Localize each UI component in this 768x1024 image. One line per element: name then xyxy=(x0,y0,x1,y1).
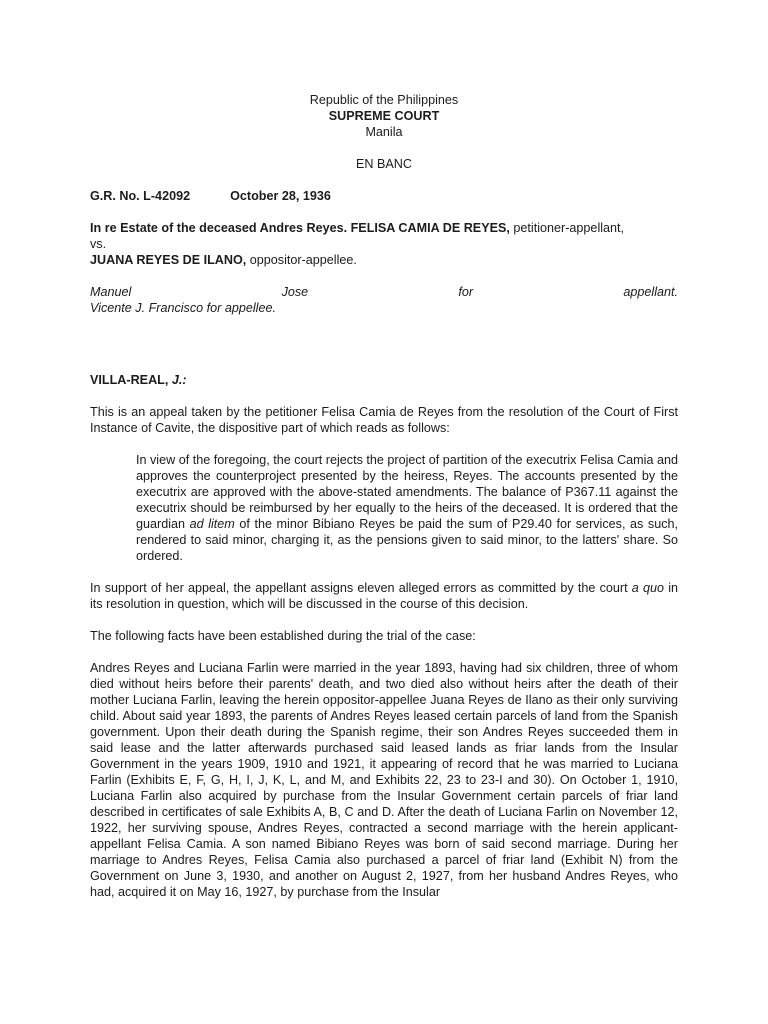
court-header xyxy=(90,92,678,172)
counsel-block xyxy=(90,284,678,316)
ponente-line xyxy=(90,372,678,388)
appellee-counsel: Vicente J. Francisco for appellee. xyxy=(90,301,276,315)
paragraph-3: The following facts have been established during the trial of the case: xyxy=(90,629,476,643)
quote-text-2: of the minor Bibiano Reyes be paid the sum of P29.40 for services, as such, rendered to said minor, charging it, as the pensions given to said minor, to the latters' share. So ordered. xyxy=(136,517,679,563)
quote-italic: ad litem xyxy=(189,517,235,531)
oppositor-name: JUANA REYES DE ILANO, xyxy=(90,253,247,267)
quoted-resolution xyxy=(136,452,678,564)
court-city: Manila xyxy=(365,125,403,139)
quote-text-1: In view of the foregoing, the court rejects the project of partition of the executrix Felisa Camia and approves the counterproject presented by the heiress, Reyes. The accounts presented by the executrix are approved with the above-stated amendments. The balance of P367.11 against the executrix should be reimbursed by her equally to the heirs of the deceased. It is ordered that the guardian xyxy=(136,453,678,531)
paragraph-1: This is an appeal taken by the petitioner Felisa Camia de Reyes from the resolution of the Court of First Instance of Cavite, the dispositive part of which reads as follows: xyxy=(90,405,678,435)
decision-date: October 28, 1936 xyxy=(230,189,331,203)
ponente-name: VILLA-REAL, xyxy=(90,373,169,387)
division-label: EN BANC xyxy=(356,157,412,171)
appellant-counsel: Manuel Jose for appellant. xyxy=(90,285,678,299)
court-name: SUPREME COURT xyxy=(328,109,440,123)
case-number-row xyxy=(90,188,678,204)
republic-line: Republic of the Philippines xyxy=(309,93,459,107)
document-page xyxy=(90,92,678,900)
petitioner-role: petitioner-appellant, xyxy=(509,221,625,235)
p2-text-1: In support of her appeal, the appellant assigns eleven alleged errors as committed by the court xyxy=(90,581,632,595)
gr-number: G.R. No. L-42092 xyxy=(90,189,191,203)
p2-italic: a quo xyxy=(631,581,664,595)
case-caption xyxy=(90,220,678,268)
paragraph-4: Andres Reyes and Luciana Farlin were married in the year 1893, having had six children, three of whom died without heirs before their parents' death, and two died also without heirs after the death of their mother Luciana Farlin, leaving the herein oppositor-appellee Juana Reyes de Ilano as their only surviving child. About said year 1893, the parents of Andres Reyes leased certain parcels of land from the Spanish government. Upon their death during the Spanish regime, their son Andres Reyes succeeded them in said lease and the latter afterwards purchased said leased lands as friar lands from the Insular Government in the years 1909, 1910 and 1921, it appearing of record that he was married to Luciana Farlin (Exhibits E, F, G, H, I, J, K, L, and M, and Exhibits 22, 23 to 23-I and 30). On October 1, 1910, Luciana Farlin also acquired by purchase from the Insular Government certain parcels of friar land described in certificates of sale Exhibits A, B, C and D. After the death of Luciana Farlin on November 12, 1922, her surviving spouse, Andres Reyes, contracted a second marriage with the herein applicant-appellant Felisa Camia. A son named Bibiano Reyes was born of said second marriage. During her marriage to Andres Reyes, Felisa Camia also purchased a parcel of friar land (Exhibit N) from the Government on June 3, 1930, and another on August 2, 1927, from her husband Andres Reyes, who had, acquired it on May 16, 1927, by purchase from the Insular xyxy=(90,661,678,899)
versus-label: vs. xyxy=(90,237,107,251)
paragraph-2 xyxy=(90,580,678,612)
oppositor-role: oppositor-appellee. xyxy=(246,253,357,267)
ponente-suffix: J.: xyxy=(168,373,187,387)
caption-title: In re Estate of the deceased Andres Reyes. FELISA CAMIA DE REYES, xyxy=(90,221,510,235)
p2-text-2: in its resolution in question, which will be discussed in the course of this decision. xyxy=(90,581,678,611)
